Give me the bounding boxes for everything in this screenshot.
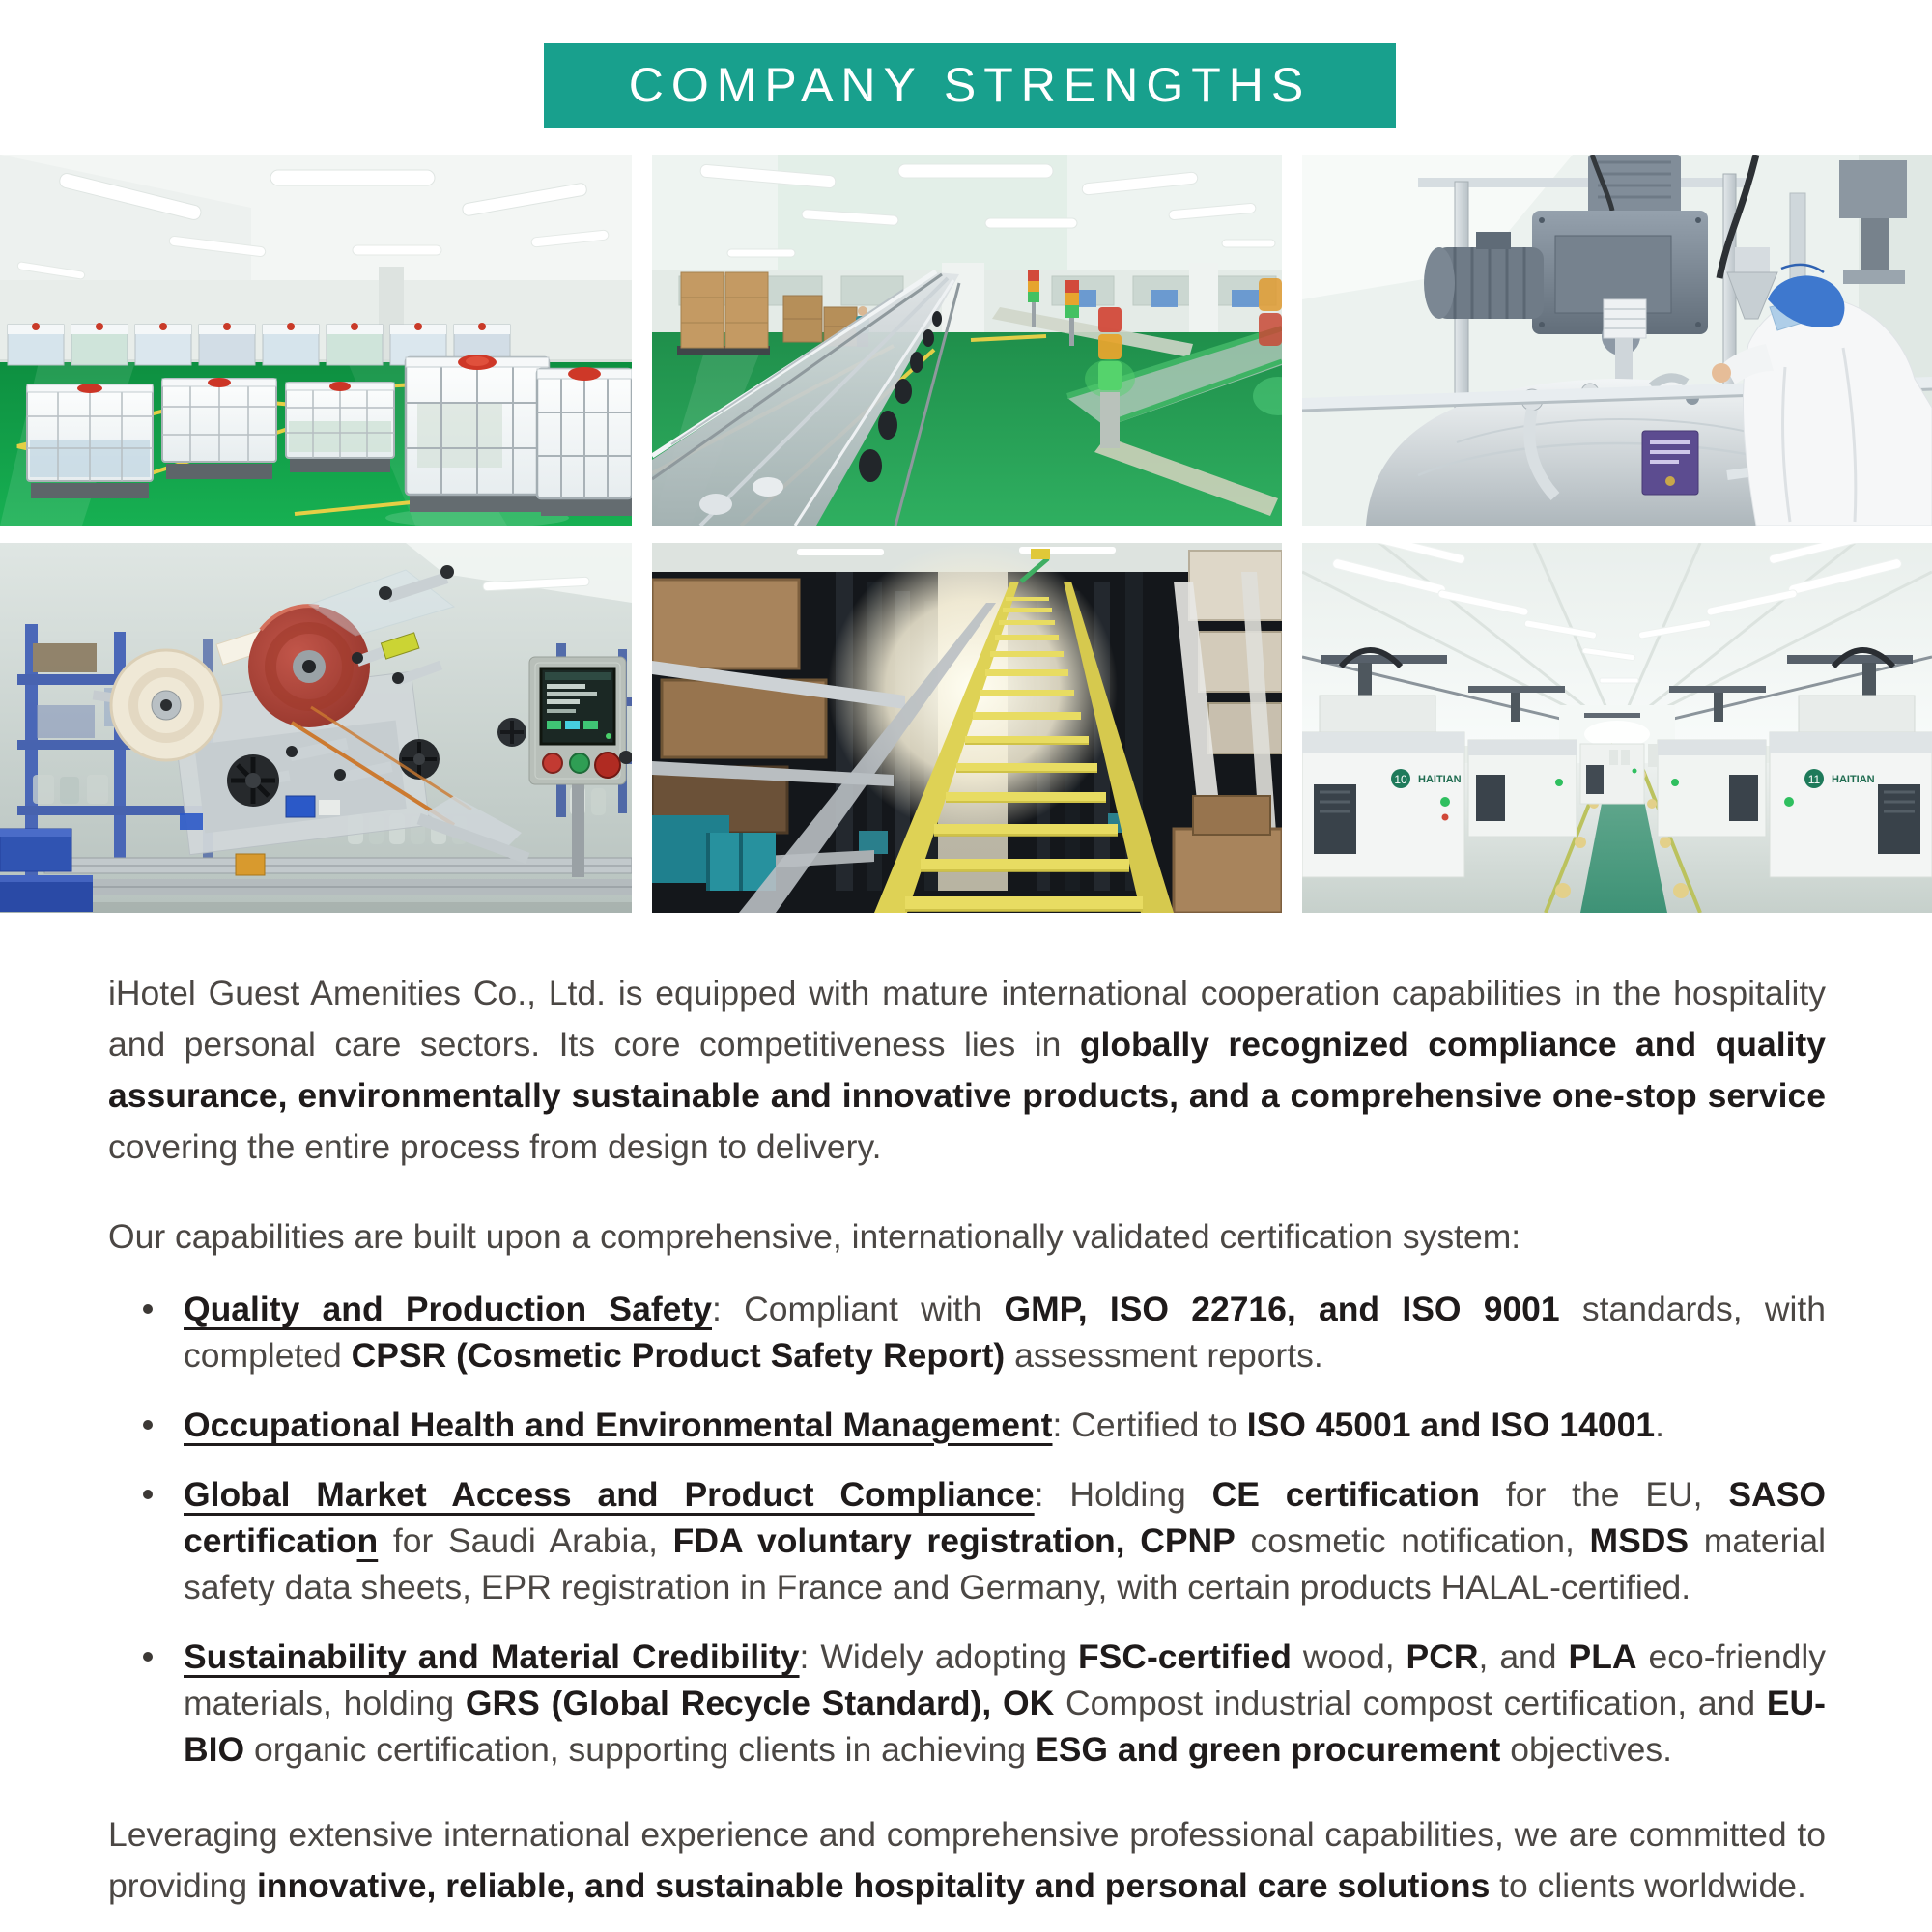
certification-intro-text: Our capabilities are built upon a comprehensive, internationally validated certification system: bbox=[108, 1217, 1521, 1256]
list-item-bold: GRS (Global Recycle Standard), OK bbox=[465, 1684, 1055, 1722]
closing-text: Leveraging extensive international experience and comprehensive professional capabilities, we are committed to providing bbox=[108, 1815, 1826, 1905]
list-item-bold: MSDS bbox=[1589, 1521, 1690, 1560]
list-item-text: objectives. bbox=[1500, 1730, 1672, 1769]
machine-brand-label: HAITIAN bbox=[1832, 774, 1875, 785]
section-banner bbox=[544, 43, 1396, 128]
list-item-bold: PLA bbox=[1568, 1637, 1637, 1676]
photo-illustration bbox=[652, 543, 1282, 913]
list-item-text: material safety data sheets, EPR registration in France and Germany, with certain products HALAL-certified. bbox=[184, 1521, 1827, 1606]
list-item-bold: FSC-certified bbox=[1077, 1637, 1292, 1676]
list-item-heading: Global Market Access and Product Compliance bbox=[184, 1475, 1035, 1514]
list-item-text: : Compliant with bbox=[712, 1290, 1005, 1328]
certification-intro bbox=[108, 1211, 1826, 1263]
ibc-totes-front bbox=[385, 355, 632, 526]
list-item-bold: CPSR (Cosmetic Product Safety Report) bbox=[351, 1336, 1006, 1375]
list-item-text: eco-friendly materials, holding bbox=[184, 1637, 1826, 1722]
list-item-bold: ISO 45001 and ISO 14001 bbox=[1246, 1406, 1656, 1444]
photo-illustration bbox=[1302, 155, 1932, 526]
photo-automated-storage bbox=[652, 543, 1282, 913]
list-item-quality-safety bbox=[108, 1286, 1826, 1378]
photo-molding-workshop bbox=[1302, 543, 1932, 913]
closing-paragraph bbox=[108, 1809, 1826, 1912]
list-item-text: : Holding bbox=[1034, 1475, 1212, 1514]
list-item-text: wood, bbox=[1291, 1637, 1406, 1676]
list-item-text: assessment reports. bbox=[1005, 1336, 1323, 1375]
intro-text: iHotel Guest Amenities Co., Ltd. is equipped with mature international cooperation capabilities in the hospitality and personal care sectors. Its core competitiveness lies in bbox=[108, 974, 1826, 1064]
photo-illustration bbox=[1302, 543, 1932, 913]
machine-number-badge: 11 bbox=[1807, 773, 1821, 786]
list-item-bold: GMP, ISO 22716, and ISO 9001 bbox=[1004, 1290, 1560, 1328]
intro-bold-competitiveness: globally recognized compliance and quality assurance, environmentally sustainable and innovative products, and a comprehensive one-stop service bbox=[108, 1025, 1826, 1115]
photo-illustration bbox=[0, 155, 632, 526]
list-item-text: . bbox=[1655, 1406, 1664, 1444]
list-item-bold: SASO certificatio bbox=[184, 1475, 1826, 1560]
closing-bold: innovative, reliable, and sustainable hospitality and personal care solutions bbox=[256, 1866, 1491, 1905]
body-content bbox=[108, 968, 1826, 1912]
photo-filling-line bbox=[652, 155, 1282, 526]
list-item-text: : Widely adopting bbox=[799, 1637, 1078, 1676]
certification-list bbox=[108, 1286, 1826, 1773]
list-item-market-access bbox=[108, 1471, 1826, 1610]
list-item-sustainability bbox=[108, 1634, 1826, 1773]
bullet-icon bbox=[143, 1652, 153, 1662]
list-item-bold-underlined: n bbox=[356, 1521, 379, 1560]
list-item-text: standards, with completed bbox=[184, 1290, 1826, 1375]
machine-number-badge: 10 bbox=[1394, 773, 1407, 786]
list-item-health-environment bbox=[108, 1402, 1826, 1448]
red-button bbox=[543, 753, 562, 773]
bullet-icon bbox=[143, 1420, 153, 1430]
list-item-bold: FDA voluntary registration, CPNP bbox=[672, 1521, 1236, 1560]
intro-text-tail: covering the entire process from design to delivery. bbox=[108, 1127, 882, 1166]
intro-paragraph bbox=[108, 968, 1826, 1173]
list-item-bold: EU-BIO bbox=[184, 1684, 1826, 1769]
photo-illustration bbox=[0, 543, 632, 913]
list-item-text: for the EU, bbox=[1480, 1475, 1729, 1514]
list-item-text: cosmetic notification, bbox=[1235, 1521, 1590, 1560]
machine-brand-label: HAITIAN bbox=[1418, 774, 1462, 785]
list-item-text: organic certification, supporting clients in achieving bbox=[244, 1730, 1037, 1769]
list-item-heading: Quality and Production Safety bbox=[184, 1290, 712, 1328]
photo-mixing-tank bbox=[1302, 155, 1932, 526]
bullet-icon bbox=[143, 1490, 153, 1499]
machine-base-frame bbox=[0, 854, 632, 913]
closing-text-tail: to clients worldwide. bbox=[1490, 1866, 1806, 1905]
list-item-heading: Occupational Health and Environmental Management bbox=[184, 1406, 1053, 1444]
emergency-stop-button bbox=[595, 753, 620, 778]
photo-illustration bbox=[652, 155, 1282, 526]
list-item-text: for Saudi Arabia, bbox=[378, 1521, 673, 1560]
right-rack bbox=[1174, 551, 1282, 913]
list-item-text: Compost industrial compost certification, and bbox=[1054, 1684, 1767, 1722]
photo-labeling-machine bbox=[0, 543, 632, 913]
green-button bbox=[570, 753, 589, 773]
list-item-bold: PCR bbox=[1406, 1637, 1479, 1676]
list-item-bold: CE certification bbox=[1211, 1475, 1480, 1514]
tank-label-tag bbox=[1642, 431, 1698, 495]
list-item-text: : Certified to bbox=[1052, 1406, 1247, 1444]
touchscreen bbox=[541, 668, 614, 744]
section-title: COMPANY STRENGTHS bbox=[628, 58, 1312, 112]
list-item-heading: Sustainability and Material Credibility bbox=[184, 1637, 800, 1676]
list-item-text: , and bbox=[1478, 1637, 1569, 1676]
photo-ibc-tote-warehouse bbox=[0, 155, 632, 526]
list-item-bold: ESG and green procurement bbox=[1036, 1730, 1501, 1769]
bullet-icon bbox=[143, 1304, 153, 1314]
